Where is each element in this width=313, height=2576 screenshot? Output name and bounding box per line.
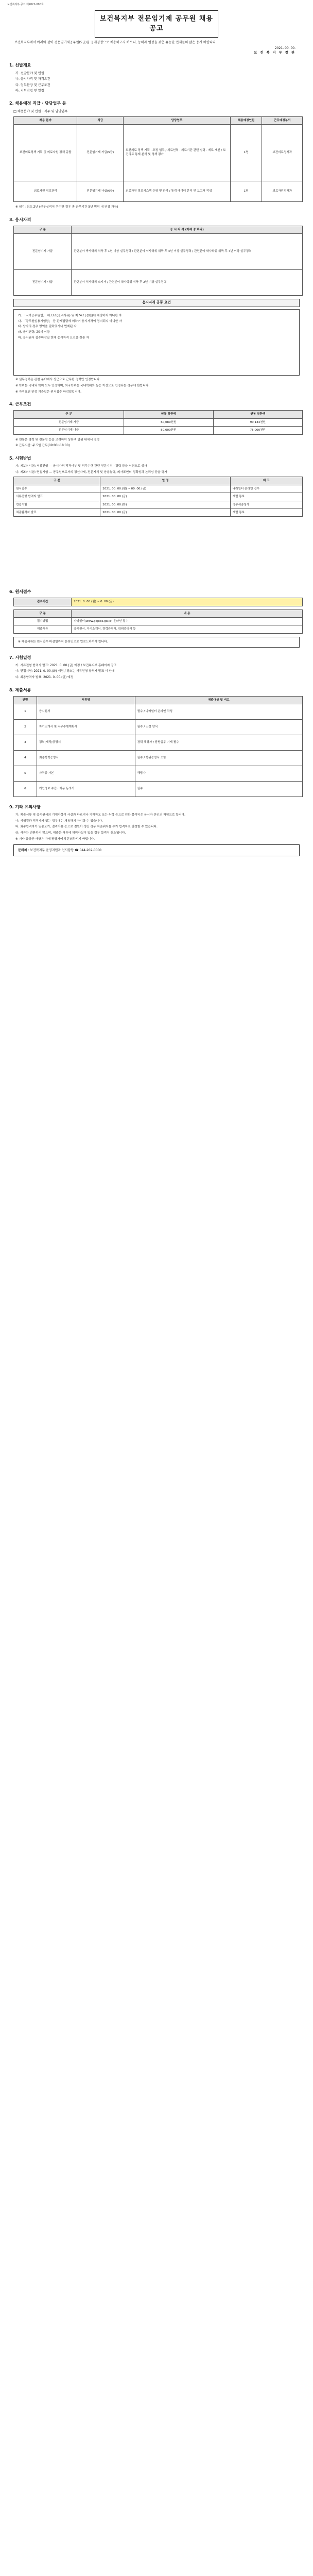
- table-cell: 자기소개서 및 직무수행계획서: [37, 720, 135, 735]
- table-cell: 전문임기제 나급: [14, 270, 72, 296]
- method-table: [13, 609, 303, 634]
- table-row: [14, 427, 303, 434]
- table-cell: 50,000천원: [124, 427, 213, 434]
- table-cell: 면접시험: [14, 501, 100, 509]
- table-cell: 의료자원 정보시스템 운영 및 관리 / 통계 데이터 분석 및 보고서 작성: [124, 181, 231, 201]
- table-cell: 90,134천원: [213, 418, 302, 426]
- table-row: [14, 598, 303, 606]
- table-row: [14, 751, 303, 766]
- table-cell: 응시원서: [37, 704, 135, 720]
- table-cell: 필수 / 나라일터 온라인 작성: [135, 704, 302, 720]
- table-cell: 1명: [230, 124, 262, 181]
- table-cell: 필수 / 소정 양식: [135, 720, 302, 735]
- table-row: [14, 124, 303, 181]
- callout-box: ※ 제출서류는 원서접수 마감일까지 온라인으로 업로드하여야 합니다.: [13, 637, 300, 648]
- qualification-table: [13, 226, 303, 296]
- col-header: 연번: [14, 696, 37, 704]
- toc-list: [15, 71, 306, 93]
- list-item: 나. 제2차 시험: 면접시험 — 공무원으로서의 정신자세, 전문지식 및 응용능력, 의사표현의 정확성과 논리성 등을 평가: [15, 470, 167, 474]
- note: ※ 기타 궁금한 사항은 아래 담당자에게 문의하시기 바랍니다.: [15, 837, 95, 841]
- table-cell: 응시원서, 자기소개서, 경력증명서, 학위증명서 등: [72, 625, 303, 633]
- toc-item: 나. 응시자격 및 자격요건: [15, 77, 50, 81]
- table-cell: 보건의료정책과: [262, 124, 303, 181]
- table-cell: 2021. 00. 00.(월) ~ 00. 00.(금): [100, 485, 230, 493]
- col-header: 연봉 상한액: [213, 411, 302, 418]
- table-cell: 보건의료 정책 기획 · 조정 업무 / 의료인력 · 의료기관 관련 법령 · 제도 개선 / 보건의료 통계 분석 및 정책 평가: [124, 124, 231, 181]
- table-cell: 서류전형 합격자 발표: [14, 493, 100, 501]
- table-cell: 1: [14, 704, 37, 720]
- toc-item: 가. 선발분야 및 인원: [15, 72, 44, 76]
- table-cell: 2021. 00. 00.(금): [100, 509, 230, 516]
- list-item: 나. 면접시험: 2021. 0. 00.(화) 예정 / 장소는 서류전형 합격자 발표 시 안내: [15, 670, 115, 673]
- table-cell: 접수방법: [14, 618, 72, 625]
- col-header: 담당업무: [124, 116, 231, 124]
- positions-table: [13, 116, 303, 202]
- list-item: 다. 최종합격자 발표: 2021. 0. 00.(금) 예정: [15, 675, 74, 679]
- list-item: 라. 서류는 반환하지 않으며, 제출한 서류에 허위사실이 있을 경우 합격이 취소됩니다.: [15, 832, 126, 835]
- table-row: [14, 485, 303, 493]
- notice-date: 2021. 00. 00.: [274, 46, 295, 50]
- col-header: 채용 분야: [14, 116, 77, 124]
- table-row: [14, 181, 303, 201]
- row-header: 접수기간: [14, 598, 72, 606]
- contact-value: 보건복지부 운영지원과 인사담당 ☎ 044-202-0000: [30, 849, 102, 853]
- table-header-row: [14, 609, 303, 617]
- note: ※ 근무시간: 주 5일 근무(09:00~18:00): [15, 444, 70, 448]
- table-row: [14, 720, 303, 735]
- col-header: 응 시 자 격 (아래 중 하나): [72, 226, 303, 233]
- table-cell: 나라일터 온라인 접수: [230, 485, 302, 493]
- table-row: [14, 418, 303, 426]
- table-row: [14, 501, 303, 509]
- table-cell: 나라일터(www.gojobs.go.kr) 온라인 접수: [72, 618, 303, 625]
- table-cell: 의료자원정책과: [262, 181, 303, 201]
- col-header: 일 정: [100, 477, 230, 485]
- note: ※ 연봉은 경력 및 전문성 등을 고려하여 상한액 범위 내에서 결정: [15, 438, 100, 442]
- qualification-box: [13, 309, 300, 376]
- toc-item: 다. 업무분장 및 근무조건: [15, 83, 50, 87]
- col-header: 연봉 하한액: [124, 411, 213, 418]
- table-cell: 의료자원 정보관리: [14, 181, 77, 201]
- table-cell: 최종학력증명서: [37, 751, 135, 766]
- notice-number: 보건복지부 공고 제2021-000호: [7, 3, 44, 6]
- issuer: 보 건 복 지 부 장 관: [254, 50, 295, 55]
- intro-text: 보건복지부에서 아래와 같이 전문임기제공무원(5급)을 공개경쟁으로 채용하고자 하오니, 능력과 열정을 갖춘 유능한 인재들의 많은 응시 바랍니다.: [14, 40, 217, 44]
- table-cell: 2021. 00. 00.(금): [100, 493, 230, 501]
- list-item: 가. 제1차 시험: 서류전형 — 응시자격 적격여부 및 직무수행 관련 전문지식 · 경력 등을 서면으로 심사: [15, 464, 147, 468]
- box-line: 나. 「공무원임용시험령」 등 관계법령에 의하여 응시자격이 정지되지 아니한 자: [18, 319, 122, 323]
- table-cell: 개별 통보: [230, 509, 302, 516]
- table-cell: 60,089천원: [124, 418, 213, 426]
- note: ※ 자격요건 인정 기준일은 원서접수 마감일입니다.: [15, 390, 81, 394]
- table-cell: 6: [14, 782, 37, 797]
- table-row: [14, 493, 303, 501]
- table-cell: 4: [14, 751, 37, 766]
- note: ※ 학위는 국내외 학위 모두 인정하며, 외국학위는 국내학위와 동등 이상으로 인정되는 경우에 한합니다.: [15, 384, 150, 388]
- section-subheading: □ 채용분야 및 인원 · 직무 및 담당업무: [13, 110, 68, 114]
- table-cell: 해당자: [135, 766, 302, 782]
- schedule-table: [13, 477, 303, 517]
- table-row: [14, 618, 303, 625]
- table-cell: 1명: [230, 181, 262, 201]
- box-line: 라. 응시연령: 20세 이상: [18, 331, 50, 334]
- table-row: [14, 704, 303, 720]
- table-cell: 정부세종청사: [230, 501, 302, 509]
- table-cell: 필수: [135, 782, 302, 797]
- page-title: 보건복지부 전문임기제 공무원 채용 공고: [95, 10, 218, 38]
- section-heading: 2. 채용예정 직급 · 담당업무 등: [9, 101, 66, 106]
- table-cell: 5: [14, 766, 37, 782]
- col-header: 비 고: [230, 477, 302, 485]
- col-header: 구 분: [14, 609, 72, 617]
- note: ※ 실무경력은 관련 분야에서 상근으로 근무한 경력만 인정합니다.: [15, 378, 101, 382]
- table-cell: 개인정보 수집 · 이용 동의서: [37, 782, 135, 797]
- box-line: 마. 응시원서 접수마감일 현재 응시자격 요건을 갖춘 자: [18, 336, 89, 340]
- table-cell: 자격증 사본: [37, 766, 135, 782]
- table-row: [14, 625, 303, 633]
- section-heading: 5. 시험방법: [9, 455, 31, 461]
- table-cell: 관련분야 석사학위 소지자 / 관련분야 학사학위 취득 후 2년 이상 실무경력: [72, 270, 303, 296]
- table-cell: 관련분야 박사학위 취득 후 1년 이상 실무경력 / 관련분야 석사학위 취득 후 4년 이상 실무경력 / 관련분야 학사학위 취득 후 7년 이상 실무경력: [72, 234, 303, 270]
- list-item: 가. 제출서류 및 응시원서의 기재사항이 사실과 다르거나 기재착오 또는 누락 등으로 인한 불이익은 응시자 본인의 책임으로 합니다.: [15, 814, 185, 817]
- table-cell: 개별 통보: [230, 493, 302, 501]
- section-heading: 4. 근무조건: [9, 402, 31, 407]
- table-cell: 최종합격자 발표: [14, 509, 100, 516]
- table-header-row: [14, 411, 303, 418]
- box-title: 응시자격 공통 요건: [13, 299, 300, 307]
- section-heading: 1. 선발개요: [9, 63, 31, 68]
- table-row: [14, 270, 303, 296]
- note: ※ 임기: 최초 2년 (근무실적이 우수한 경우 총 근무기간 5년 범위 내 연장 가능): [15, 205, 118, 209]
- list-item: 다. 최종합격자가 임용포기, 결격사유 등으로 결원이 생긴 경우 차순위자를 추가 합격자로 결정할 수 있습니다.: [15, 825, 158, 829]
- table-cell: 경력 해당자 / 담당업무 기재 필수: [135, 735, 302, 751]
- table-header-row: [14, 477, 303, 485]
- table-header-row: [14, 116, 303, 124]
- table-cell: 제출서류: [14, 625, 72, 633]
- table-header-row: [14, 696, 303, 704]
- section-heading: 8. 제출서류: [9, 687, 31, 692]
- table-cell: 전문임기제 가급: [14, 234, 72, 270]
- table-row: [14, 735, 303, 751]
- list-item: 가. 서류전형 합격자 발표: 2021. 0. 00.(금) 예정 / 보건복지부 홈페이지 공고: [15, 664, 117, 667]
- table-cell: 원서접수: [14, 485, 100, 493]
- table-cell: 전문임기제 가급: [14, 418, 124, 426]
- table-cell: 보건의료정책 기획 및 의료자원 정책 총괄: [14, 124, 77, 181]
- salary-table: [13, 410, 303, 434]
- box-line: 가. 「국가공무원법」 제33조(결격사유) 및 제74조(정년)에 해당하지 아니한 자: [18, 314, 122, 317]
- col-header: 구 분: [14, 477, 100, 485]
- col-header: 직급: [77, 116, 124, 124]
- table-cell: 75,000천원: [213, 427, 302, 434]
- documents-table: [13, 696, 303, 797]
- section-heading: 3. 응시자격: [9, 217, 31, 222]
- table-cell: 전문임기제 나급(6급): [77, 181, 124, 201]
- contact-label: 문의처: [18, 849, 27, 853]
- table-cell: 전문임기제 나급: [14, 427, 124, 434]
- table-row: [14, 234, 303, 270]
- table-cell: 필수 / 학위증명서 포함: [135, 751, 302, 766]
- section-heading: 7. 시험일정: [9, 655, 31, 660]
- contact-box: 문의처 : 보건복지부 운영지원과 인사담당 ☎ 044-202-0000: [13, 844, 300, 856]
- table-header-row: [14, 226, 303, 233]
- col-header: 근무예정부서: [262, 116, 303, 124]
- col-header: 내 용: [72, 609, 303, 617]
- box-line: 다. 남자의 경우 병역을 필하였거나 면제된 자: [18, 325, 77, 329]
- list-item: 나. 시험결과 적격자가 없는 경우에는 채용하지 아니할 수 있습니다.: [15, 819, 103, 823]
- table-row: [14, 509, 303, 516]
- toc-item: 라. 시험방법 및 일정: [15, 89, 44, 93]
- section-heading: 9. 기타 유의사항: [9, 805, 41, 810]
- table-cell: 2021. 0. 00.(월) ~ 0. 00.(금): [72, 598, 303, 606]
- table-cell: 경력(재직)증명서: [37, 735, 135, 751]
- section-heading: 6. 원서접수: [9, 589, 31, 595]
- col-header: 구 분: [14, 411, 124, 418]
- col-header: 구 분: [14, 226, 72, 233]
- period-table: [13, 598, 303, 606]
- table-cell: 전문임기제 가급(5급): [77, 124, 124, 181]
- col-header: 채용예정인원: [230, 116, 262, 124]
- table-row: [14, 782, 303, 797]
- table-cell: 3: [14, 735, 37, 751]
- col-header: 서류명: [37, 696, 135, 704]
- table-cell: 2: [14, 720, 37, 735]
- col-header: 제출대상 및 비고: [135, 696, 302, 704]
- table-cell: 2021. 00. 00.(화): [100, 501, 230, 509]
- table-row: [14, 766, 303, 782]
